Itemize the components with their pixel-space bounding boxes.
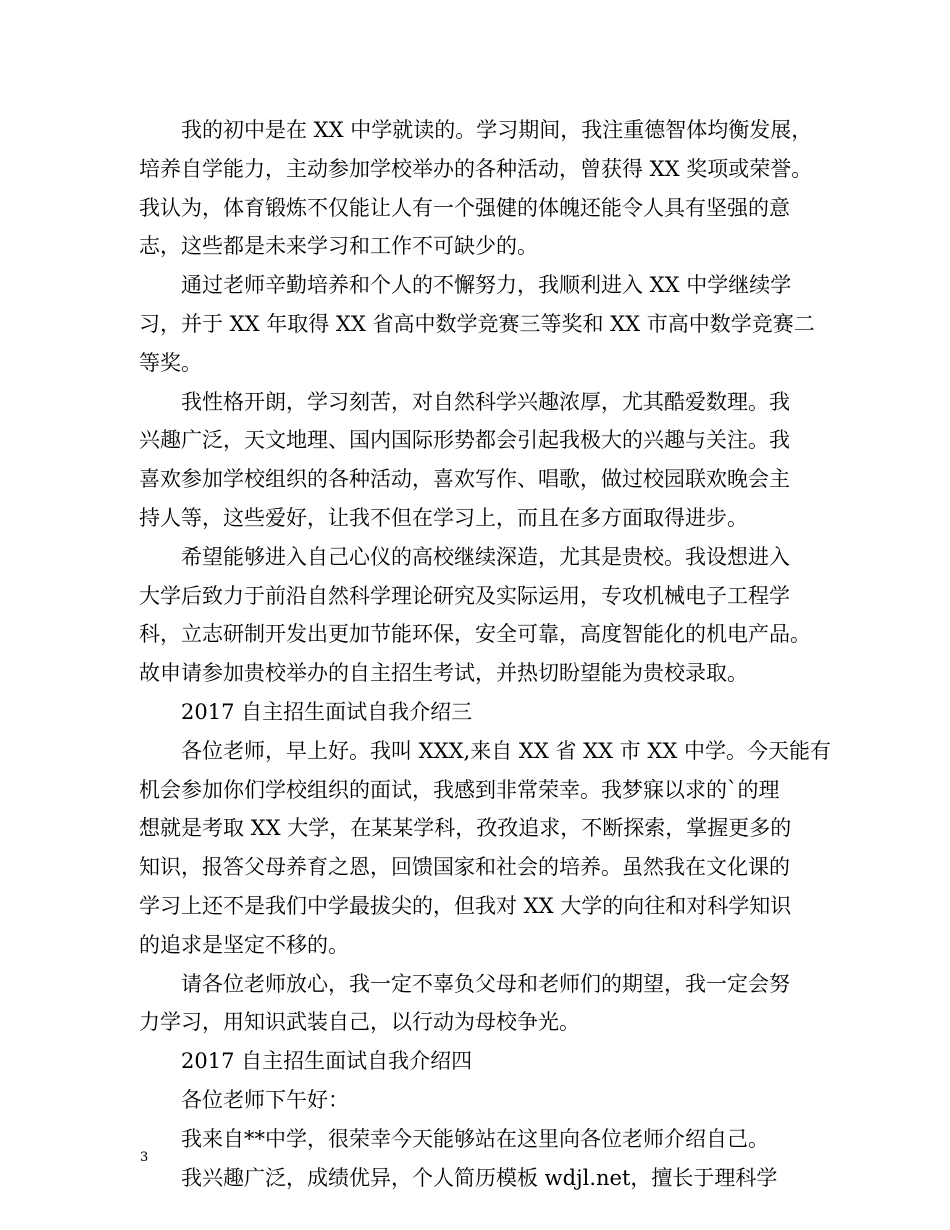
section-heading: 2017 自主招生面试自我介绍三 [181,699,473,724]
text-line: 我的初中是在 XX 中学就读的。学习期间，我注重德智体均衡发展， [181,118,813,142]
text-line: 我来自**中学，很荣幸今天能够站在这里向各位老师介绍自己。 [181,1126,769,1151]
text-line: 机会参加你们学校组织的面试，我感到非常荣幸。我梦寐以求的`的理 [139,777,780,802]
text-line: 力学习，用知识武装自己，以行动为母校争光。 [139,1010,580,1035]
text-line: 喜欢参加学校组织的各种活动，喜欢写作、唱歌，做过校园联欢晚会主 [139,467,790,492]
document-body [139,111,829,1197]
text-line: 我兴趣广泛，成绩优异，个人简历模板 wdjl.net，擅长于理科学 [181,1165,778,1190]
text-line: 想就是考取 XX 大学，在某某学科，孜孜追求，不断探索，掌握更多的 [139,816,792,841]
text-line: 习，并于 XX 年取得 XX 省高中数学竞赛三等奖和 XX 市高中数学竞赛二 [139,311,815,336]
text-line: 知识，报答父母养育之恩，回馈国家和社会的培养。虽然我在文化课的 [139,855,790,880]
section-heading: 2017 自主招生面试自我介绍四 [181,1049,473,1074]
text-line: 学习上还不是我们中学最拔尖的，但我对 XX 大学的向往和对科学知识 [139,893,792,918]
text-line: 的追求是坚定不移的。 [139,932,349,957]
text-line: 希望能够进入自己心仪的高校继续深造，尤其是贵校。我设想进入 [181,544,790,569]
text-line: 培养自学能力，主动参加学校举办的各种活动，曾获得 XX 奖项或荣誉。 [139,156,813,181]
text-line: 各位老师下午好： [181,1087,349,1112]
page-number: 3 [140,1150,149,1165]
text-line: 兴趣广泛，天文地理、国内国际形势都会引起我极大的兴趣与关注。我 [139,428,790,453]
text-line: 我性格开朗，学习刻苦，对自然科学兴趣浓厚，尤其酷爱数理。我 [181,389,790,414]
text-line: 通过老师辛勤培养和个人的不懈努力，我顺利进入 XX 中学继续学 [181,273,792,298]
text-line: 科，立志研制开发出更加节能环保，安全可靠，高度智能化的机电产品。 [139,622,811,647]
text-line: 持人等，这些爱好，让我不但在学习上，而且在多方面取得进步。 [139,505,748,530]
text-line: 大学后致力于前沿自然科学理论研究及实际运用，专攻机械电子工程学 [139,583,790,608]
text-line: 我认为，体育锻炼不仅能让人有一个强健的体魄还能令人具有坚强的意 [139,195,790,220]
text-line: 等奖。 [139,350,202,375]
text-line: 各位老师，早上好。我叫 XXX,来自 XX 省 XX 市 XX 中学。今天能有 [181,738,831,763]
text-line: 请各位老师放心，我一定不辜负父母和老师们的期望，我一定会努 [181,971,790,996]
text-line: 故申请参加贵校举办的自主招生考试，并热切盼望能为贵校录取。 [139,661,748,686]
text-line: 志，这些都是未来学习和工作不可缺少的。 [139,234,538,259]
